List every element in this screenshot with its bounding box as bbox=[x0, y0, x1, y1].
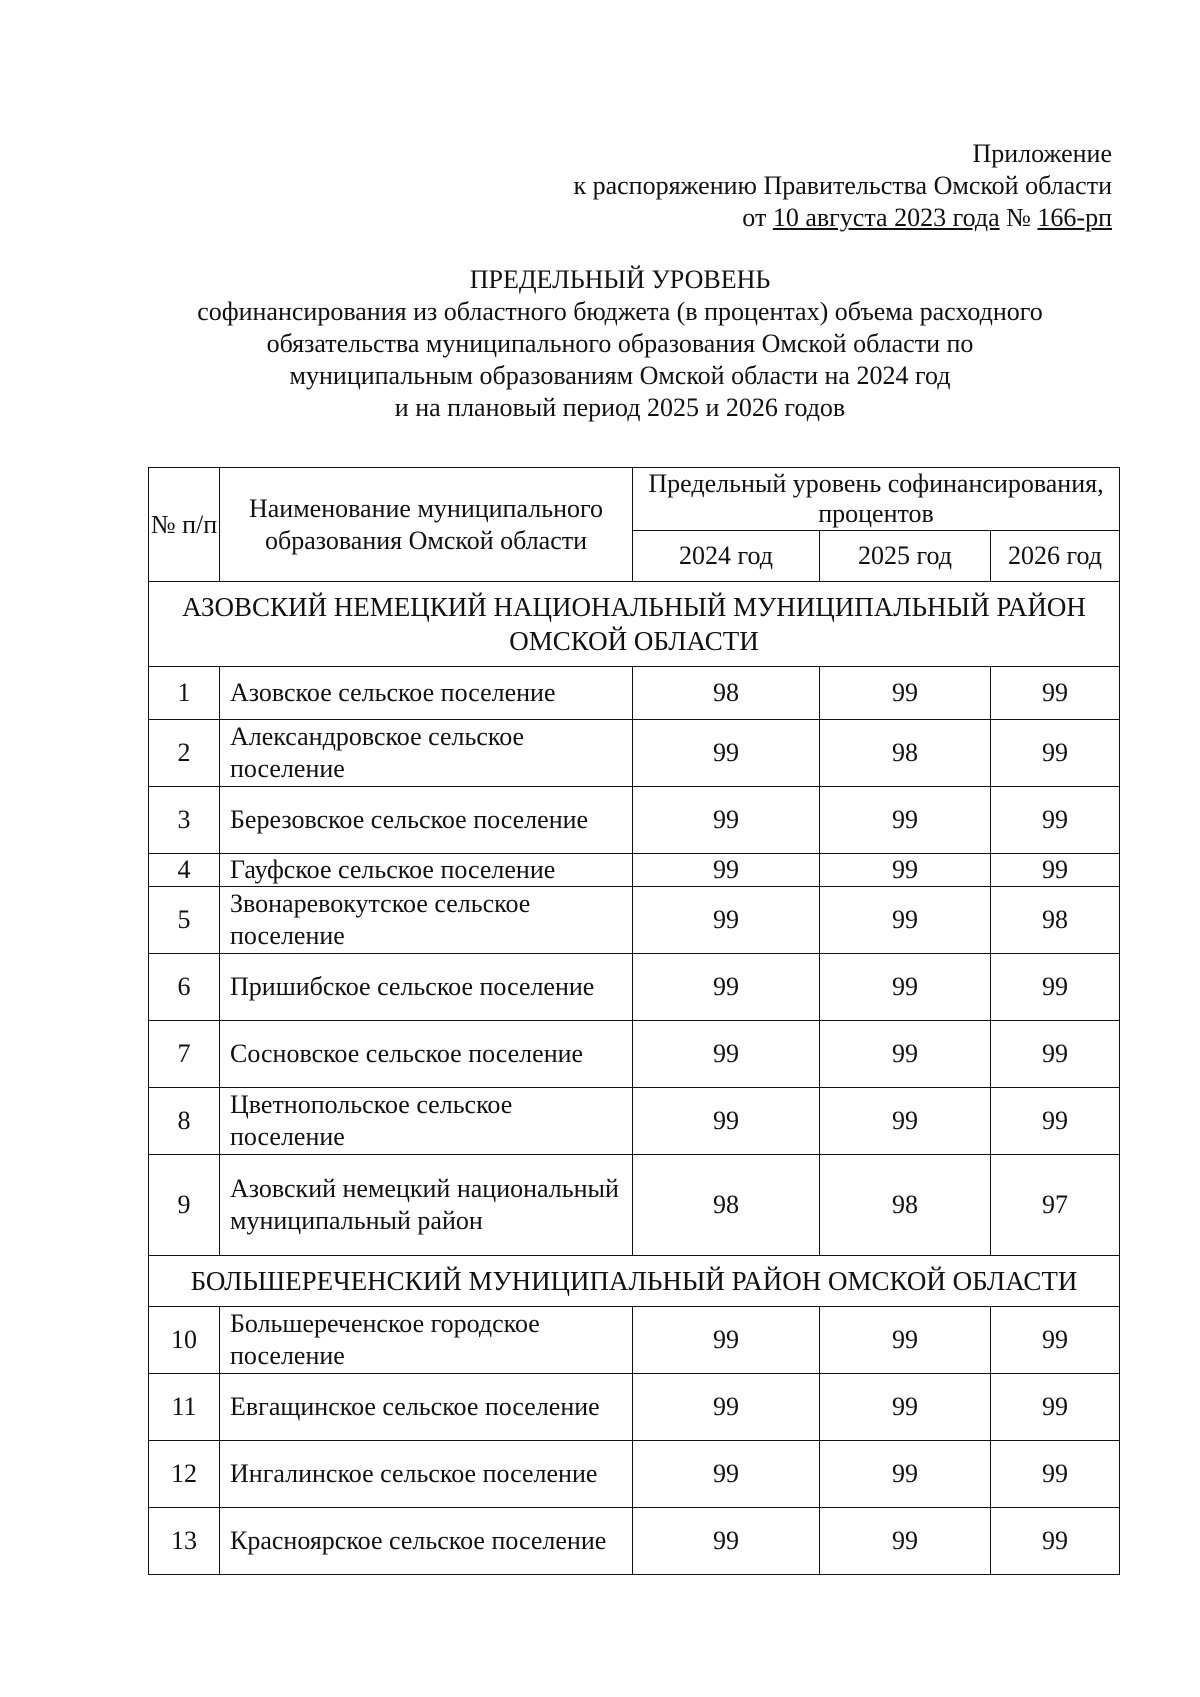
row-name: Ингалинское сельское поселение bbox=[220, 1441, 633, 1508]
row-num: 1 bbox=[149, 667, 220, 720]
row-num: 13 bbox=[149, 1508, 220, 1575]
table-row bbox=[149, 854, 1120, 887]
row-value-2026: 99 bbox=[991, 854, 1120, 887]
table-row bbox=[149, 887, 1120, 954]
row-value-2026: 97 bbox=[991, 1155, 1120, 1256]
row-value-2025: 99 bbox=[820, 1021, 991, 1088]
title-line-5: и на плановый период 2025 и 2026 годов bbox=[394, 393, 846, 422]
row-name: Цветнопольское сельское поселение bbox=[220, 1088, 633, 1155]
row-value-2024: 99 bbox=[633, 1508, 820, 1575]
row-value-2025: 99 bbox=[820, 1441, 991, 1508]
row-num: 8 bbox=[149, 1088, 220, 1155]
row-name: Евгащинское сельское поселение bbox=[220, 1374, 633, 1441]
table-row bbox=[149, 954, 1120, 1021]
header-level-group: Предельный уровень софинансирования, процентов bbox=[633, 468, 1120, 531]
row-value-2024: 99 bbox=[633, 1441, 820, 1508]
row-num: 6 bbox=[149, 954, 220, 1021]
row-value-2025: 99 bbox=[820, 1307, 991, 1374]
row-value-2026: 99 bbox=[991, 667, 1120, 720]
row-num: 12 bbox=[149, 1441, 220, 1508]
row-value-2026: 99 bbox=[991, 720, 1120, 787]
row-value-2025: 99 bbox=[820, 1088, 991, 1155]
row-num: 3 bbox=[149, 787, 220, 854]
row-name: Большереченское городское поселение bbox=[220, 1307, 633, 1374]
table-row bbox=[149, 1508, 1120, 1575]
row-value-2025: 99 bbox=[820, 787, 991, 854]
row-name: Пришибское сельское поселение bbox=[220, 954, 633, 1021]
header-year-2025: 2025 год bbox=[820, 531, 991, 582]
row-name: Красноярское сельское поселение bbox=[220, 1508, 633, 1575]
row-value-2024: 99 bbox=[633, 887, 820, 954]
table-row bbox=[149, 1021, 1120, 1088]
appendix-order-ref: к распоряжению Правительства Омской области bbox=[573, 171, 1112, 200]
row-num: 9 bbox=[149, 1155, 220, 1256]
row-value-2025: 99 bbox=[820, 1374, 991, 1441]
date-prefix: от bbox=[742, 203, 773, 232]
row-value-2025: 98 bbox=[820, 1155, 991, 1256]
row-value-2024: 99 bbox=[633, 720, 820, 787]
row-value-2024: 99 bbox=[633, 954, 820, 1021]
title-line-3: обязательства муниципального образования Омской области по bbox=[266, 329, 974, 358]
cofinancing-table bbox=[148, 467, 1120, 1575]
order-number: 166-рп bbox=[1037, 203, 1112, 232]
row-value-2026: 99 bbox=[991, 1441, 1120, 1508]
title-line-2: софинансирования из областного бюджета (в процентах) объема расходного bbox=[197, 297, 1043, 326]
row-value-2026: 99 bbox=[991, 1307, 1120, 1374]
header-year-2026: 2026 год bbox=[991, 531, 1120, 582]
document-title bbox=[0, 264, 1200, 424]
row-name: Азовский немецкий национальный муниципальный район bbox=[220, 1155, 633, 1256]
row-num: 11 bbox=[149, 1374, 220, 1441]
row-num: 2 bbox=[149, 720, 220, 787]
section-row bbox=[149, 1256, 1120, 1307]
row-value-2024: 99 bbox=[633, 1021, 820, 1088]
row-name: Березовское сельское поселение bbox=[220, 787, 633, 854]
row-name: Александровское сельское поселение bbox=[220, 720, 633, 787]
title-line-1: ПРЕДЕЛЬНЫЙ УРОВЕНЬ bbox=[469, 265, 771, 294]
row-num: 4 bbox=[149, 854, 220, 887]
table-row bbox=[149, 1307, 1120, 1374]
row-value-2025: 98 bbox=[820, 720, 991, 787]
row-value-2025: 99 bbox=[820, 887, 991, 954]
row-name: Гауфское сельское поселение bbox=[220, 854, 633, 887]
title-line-4: муниципальным образованиям Омской области на 2024 год bbox=[289, 361, 951, 390]
row-name: Сосновское сельское поселение bbox=[220, 1021, 633, 1088]
header-name: Наименование муниципального образования Омской области bbox=[220, 468, 633, 582]
table-row bbox=[149, 720, 1120, 787]
order-date: 10 августа 2023 года bbox=[772, 203, 1000, 232]
table-row bbox=[149, 787, 1120, 854]
table-row bbox=[149, 667, 1120, 720]
row-value-2024: 98 bbox=[633, 1155, 820, 1256]
appendix-date-line bbox=[573, 202, 1112, 234]
header-num: № п/п bbox=[149, 468, 220, 582]
row-value-2026: 99 bbox=[991, 1088, 1120, 1155]
row-value-2025: 99 bbox=[820, 667, 991, 720]
row-value-2024: 99 bbox=[633, 787, 820, 854]
row-value-2024: 99 bbox=[633, 1374, 820, 1441]
section-row bbox=[149, 582, 1120, 667]
row-name: Азовское сельское поселение bbox=[220, 667, 633, 720]
row-num: 5 bbox=[149, 887, 220, 954]
table-header-row bbox=[149, 468, 1120, 531]
row-value-2024: 98 bbox=[633, 667, 820, 720]
row-value-2024: 99 bbox=[633, 854, 820, 887]
number-sign: № bbox=[999, 203, 1038, 232]
row-value-2026: 99 bbox=[991, 787, 1120, 854]
table-row bbox=[149, 1374, 1120, 1441]
section-title: АЗОВСКИЙ НЕМЕЦКИЙ НАЦИОНАЛЬНЫЙ МУНИЦИПАЛЬНЫЙ РАЙОН ОМСКОЙ ОБЛАСТИ bbox=[149, 582, 1120, 667]
appendix-header bbox=[573, 138, 1112, 234]
table-row bbox=[149, 1155, 1120, 1256]
appendix-label: Приложение bbox=[972, 139, 1112, 168]
row-num: 7 bbox=[149, 1021, 220, 1088]
row-value-2024: 99 bbox=[633, 1088, 820, 1155]
row-value-2024: 99 bbox=[633, 1307, 820, 1374]
row-value-2025: 99 bbox=[820, 1508, 991, 1575]
row-value-2025: 99 bbox=[820, 954, 991, 1021]
header-year-2024: 2024 год bbox=[633, 531, 820, 582]
table-row bbox=[149, 1088, 1120, 1155]
row-value-2026: 99 bbox=[991, 1021, 1120, 1088]
row-value-2025: 99 bbox=[820, 854, 991, 887]
section-title: БОЛЬШЕРЕЧЕНСКИЙ МУНИЦИПАЛЬНЫЙ РАЙОН ОМСКОЙ ОБЛАСТИ bbox=[149, 1256, 1120, 1307]
row-num: 10 bbox=[149, 1307, 220, 1374]
row-name: Звонаревокутское сельское поселение bbox=[220, 887, 633, 954]
row-value-2026: 99 bbox=[991, 1508, 1120, 1575]
row-value-2026: 98 bbox=[991, 887, 1120, 954]
row-value-2026: 99 bbox=[991, 1374, 1120, 1441]
table-row bbox=[149, 1441, 1120, 1508]
row-value-2026: 99 bbox=[991, 954, 1120, 1021]
